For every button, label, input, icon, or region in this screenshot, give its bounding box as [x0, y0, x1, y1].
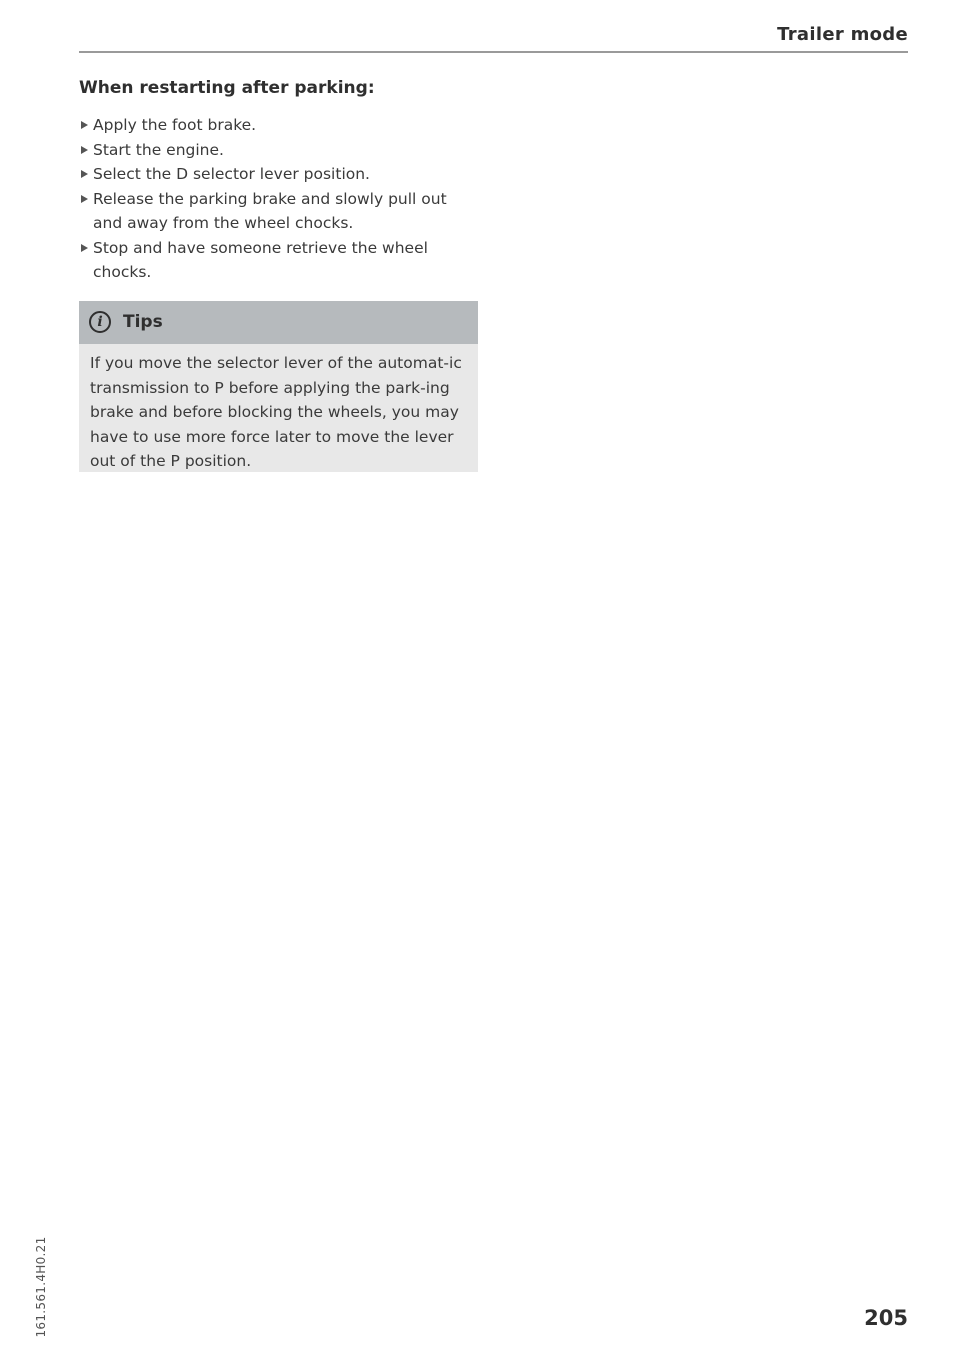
step-item: Select the D selector lever position. — [79, 162, 479, 187]
section-title: Trailer mode — [777, 24, 908, 45]
tips-box — [79, 301, 478, 472]
step-item: Stop and have someone retrieve the wheel chocks. — [79, 236, 479, 285]
document-code — [28, 1236, 54, 1338]
header-rule — [79, 51, 908, 53]
info-icon: i — [89, 311, 111, 333]
step-item: Apply the foot brake. — [79, 113, 479, 138]
tips-text: If you move the selector lever of the automat-ic transmission to P before applying the park-ing brake and before blocking the wheels, you may have to use more force later to move the lever out of the P position. — [90, 354, 462, 471]
step-item: Start the engine. — [79, 138, 479, 163]
step-list — [79, 113, 479, 285]
page-number: 205 — [864, 1306, 908, 1330]
tips-label: Tips — [123, 312, 163, 332]
document-code-text: 161.561.4H0.21 — [34, 1236, 48, 1338]
step-item: Release the parking brake and slowly pull out and away from the wheel chocks. — [79, 187, 479, 236]
tips-header — [79, 301, 478, 344]
procedure-heading: When restarting after parking: — [79, 78, 375, 98]
